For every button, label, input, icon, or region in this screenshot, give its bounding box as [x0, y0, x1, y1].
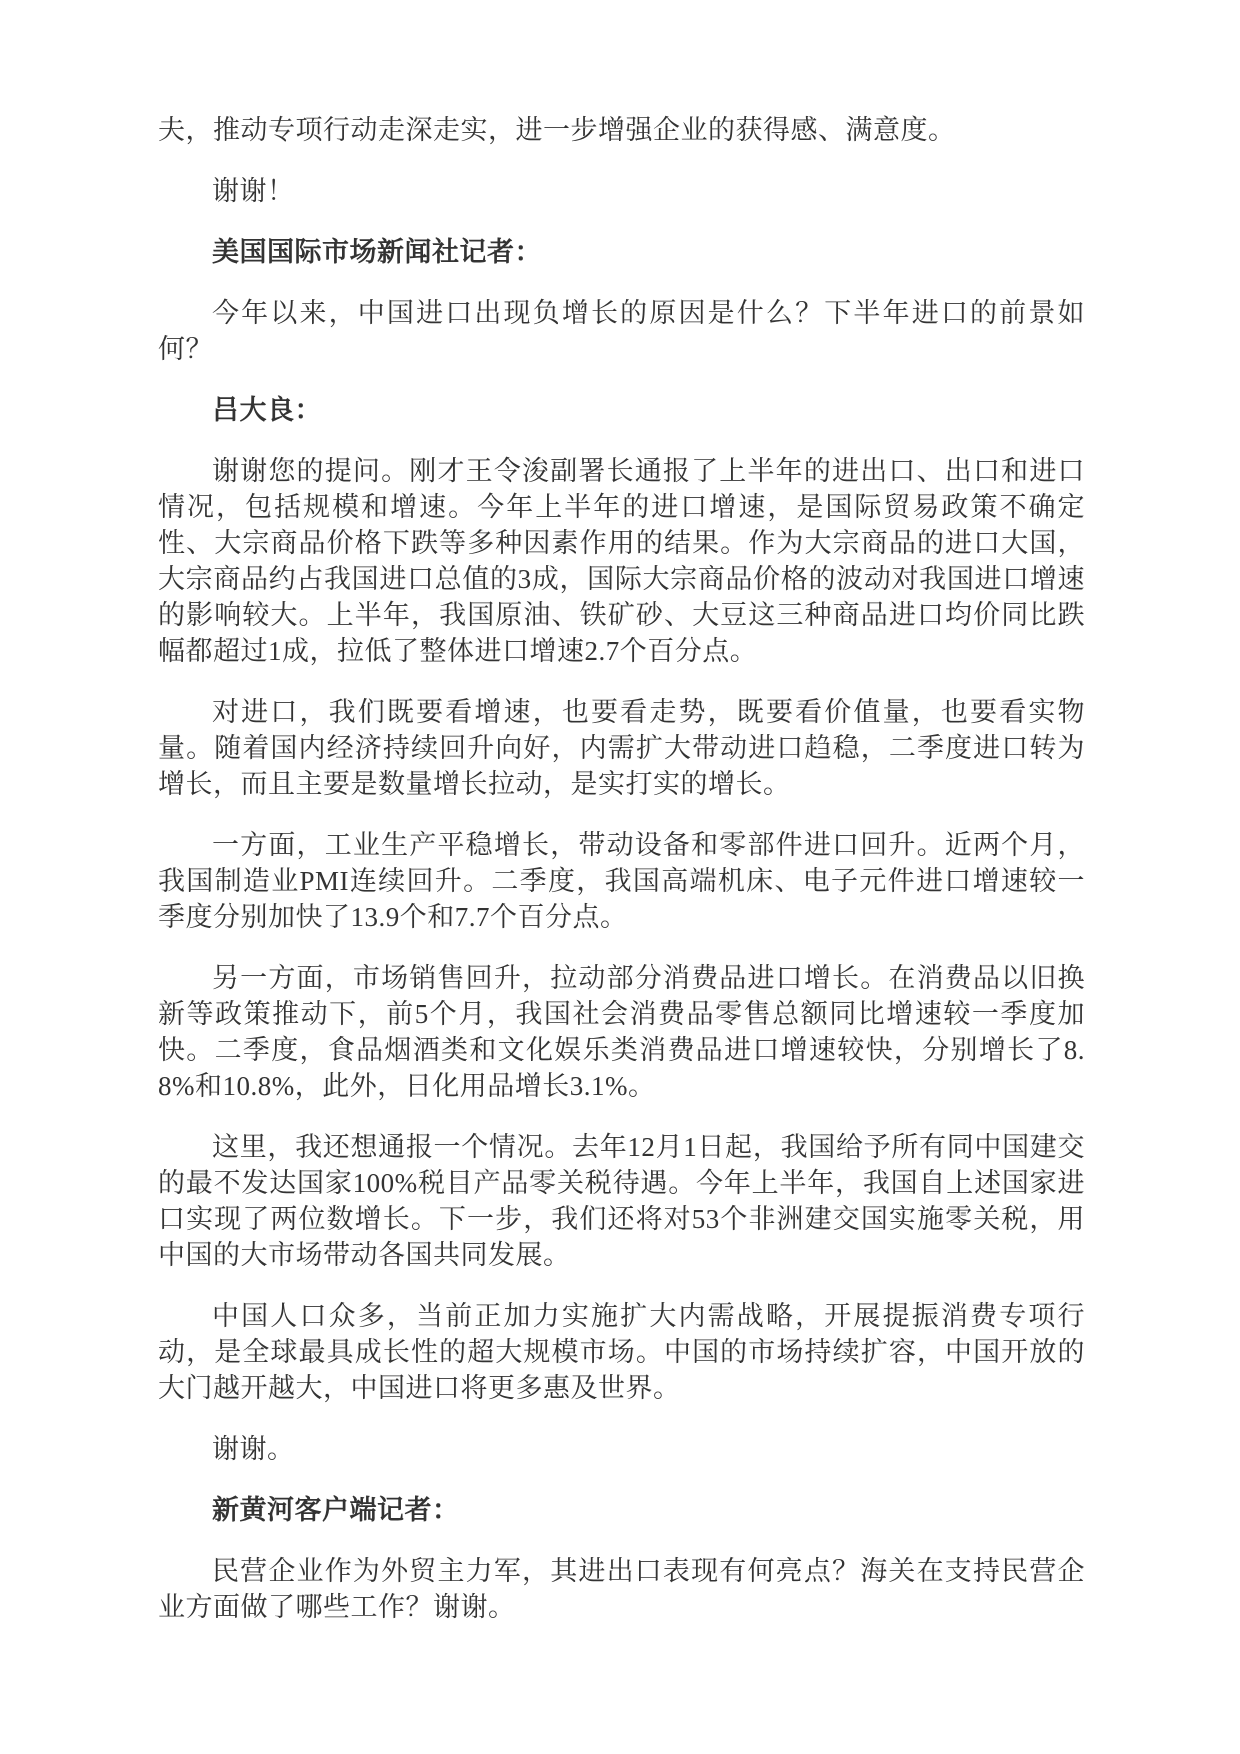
answer-paragraph-zero-tariff: 这里，我还想通报一个情况。去年12月1日起，我国给予所有同中国建交的最不发达国家100%税目产品零关税待遇。今年上半年，我国自上述国家进口实现了两位数增长。下一步，我们还将对53个非洲建交国实施零关税，用中国的大市场带动各国共同发展。 [158, 1132, 1085, 1270]
thanks-line-2: 谢谢。 [212, 1434, 295, 1464]
answer-paragraph-overview: 谢谢您的提问。刚才王令浚副署长通报了上半年的进出口、出口和进口情况，包括规模和增速。今年上半年的进口增速，是国际贸易政策不确定性、大宗商品价格下跌等多种因素作用的结果。作为大宗商品的进口大国，大宗商品约占我国进口总值的3成，国际大宗商品价格的波动对我国进口增速的影响较大。上半年，我国原油、铁矿砂、大豆这三种商品进口均价同比跌幅都超过1成，拉低了整体进口增速2.7个百分点。 [158, 456, 1085, 666]
reporter-question-2: 民营企业作为外贸主力军，其进出口表现有何亮点？海关在支持民营企业方面做了哪些工作？谢谢。 [158, 1556, 1085, 1622]
paragraph-continuation: 夫，推动专项行动走深走实，进一步增强企业的获得感、满意度。 [158, 115, 956, 145]
answer-paragraph-industrial: 一方面，工业生产平稳增长，带动设备和零部件进口回升。近两个月，我国制造业PMI连续回升。二季度，我国高端机床、电子元件进口增速较一季度分别加快了13.9个和7.7个百分点。 [158, 830, 1085, 932]
answer-paragraph-consumer: 另一方面，市场销售回升，拉动部分消费品进口增长。在消费品以旧换新等政策推动下，前5个月，我国社会消费品零售总额同比增速较一季度加快。二季度，食品烟酒类和文化娱乐类消费品进口增速较快，分别增长了8.8%和10.8%，此外，日化用品增长3.1%。 [158, 963, 1085, 1101]
answer-paragraph-import-trend: 对进口，我们既要看增速，也要看走势，既要看价值量，也要看实物量。随着国内经济持续回升向好，内需扩大带动进口趋稳，二季度进口转为增长，而且主要是数量增长拉动，是实打实的增长。 [158, 697, 1085, 799]
reporter-name-xinhuanghe-client: 新黄河客户端记者： [212, 1495, 460, 1525]
thanks-line: 谢谢！ [212, 176, 295, 206]
reporter-name-us-international-market-news: 美国国际市场新闻社记者： [212, 237, 542, 267]
reporter-question: 今年以来，中国进口出现负增长的原因是什么？下半年进口的前景如何？ [158, 298, 1085, 364]
speaker-name-lv-daliang: 吕大良： [212, 395, 322, 425]
answer-paragraph-market-outlook: 中国人口众多，当前正加力实施扩大内需战略，开展提振消费专项行动，是全球最具成长性的超大规模市场。中国的市场持续扩容，中国开放的大门越开越大，中国进口将更多惠及世界。 [158, 1301, 1085, 1403]
